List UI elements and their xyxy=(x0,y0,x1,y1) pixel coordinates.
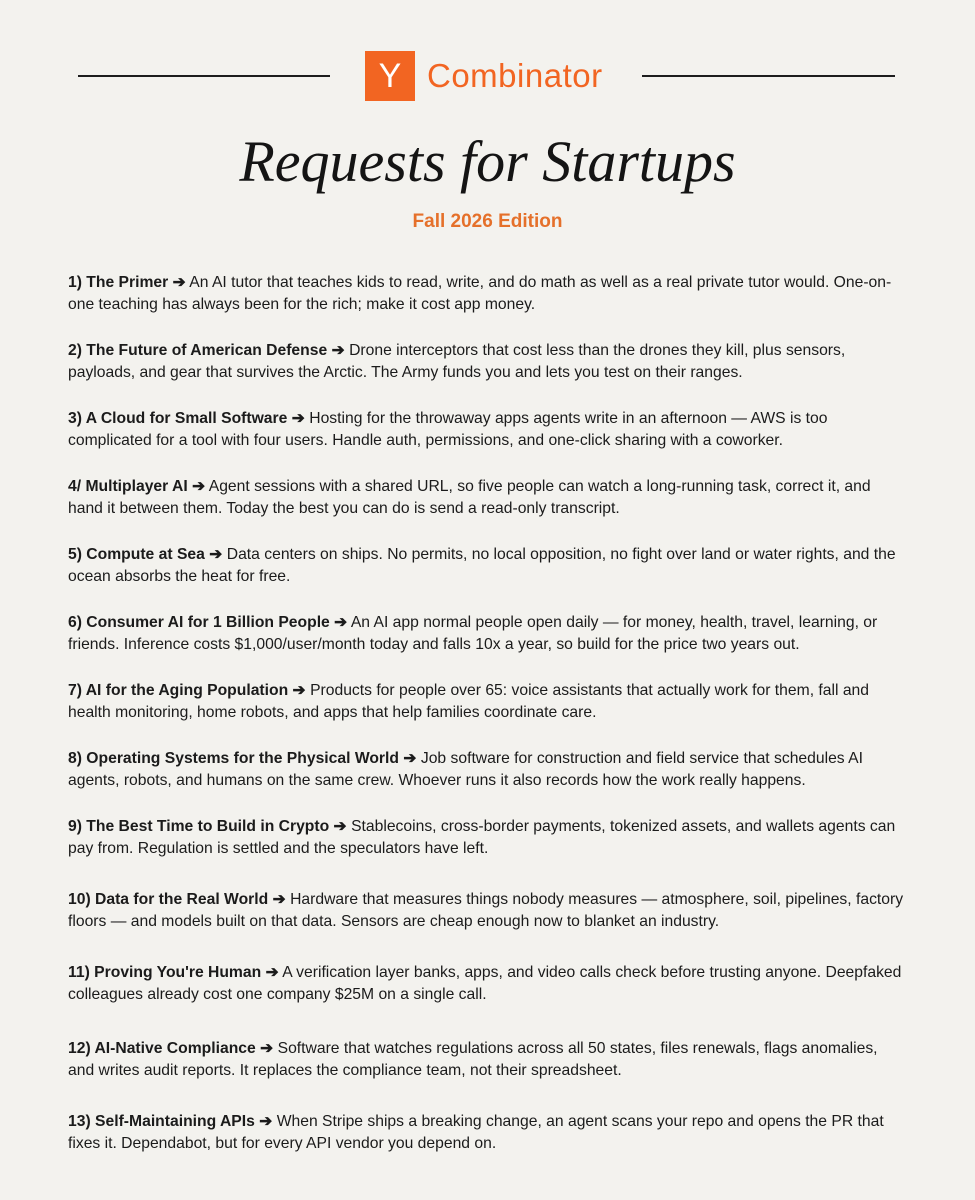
request-item xyxy=(68,272,908,316)
arrow-right-icon: ➔ xyxy=(403,750,417,767)
yc-logo xyxy=(365,50,603,102)
arrow-right-icon: ➔ xyxy=(259,1113,273,1130)
arrow-right-icon: ➔ xyxy=(172,274,186,291)
request-description: Hosting for the throwaway apps agents write in an afternoon — AWS is too complicated for a tool with four users. Handle auth, permissions, and one-click sharing with a coworker. xyxy=(68,410,828,449)
request-description: Products for people over 65: voice assistants that actually work for them, fall and health monitoring, home robots, and apps that help families coordinate care. xyxy=(68,682,869,721)
request-description: Stablecoins, cross-border payments, tokenized assets, and wallets agents can pay from. Regulation is settled and the speculators have left. xyxy=(68,818,896,857)
request-description: Hardware that measures things nobody measures — atmosphere, soil, pipelines, factory floors — and models built on that data. Sensors are cheap enough now to blanket an industry. xyxy=(68,891,904,930)
arrow-right-icon: ➔ xyxy=(265,964,279,981)
request-item xyxy=(68,340,908,384)
request-description: When Stripe ships a breaking change, an agent scans your repo and opens the PR that fixes it. Dependabot, but for every API vendor you depend on. xyxy=(68,1113,884,1152)
request-title: 1) The Primer xyxy=(68,274,169,291)
request-title: 2) The Future of American Defense xyxy=(68,342,328,359)
request-item xyxy=(68,816,908,860)
request-description: An AI tutor that teaches kids to read, write, and do math as well as a real private tutor would. One-on-one teaching has always been for the rich; make it cost app money. xyxy=(68,274,892,313)
arrow-right-icon: ➔ xyxy=(192,478,206,495)
request-item xyxy=(68,889,908,933)
request-title: 5) Compute at Sea xyxy=(68,546,205,563)
request-description: Agent sessions with a shared URL, so five people can watch a long-running task, correct it, and hand it between them. Today the best you can do is send a read-only transcript. xyxy=(68,478,871,517)
request-item xyxy=(68,476,908,520)
request-description: Drone interceptors that cost less than the drones they kill, plus sensors, payloads, and gear that survives the Arctic. The Army funds you and lets you test on their ranges. xyxy=(68,342,846,381)
arrow-right-icon: ➔ xyxy=(209,546,223,563)
request-item xyxy=(68,1038,908,1082)
yc-logo-mark: Y xyxy=(365,51,415,101)
arrow-right-icon: ➔ xyxy=(333,818,347,835)
request-title: 10) Data for the Real World xyxy=(68,891,269,908)
request-title: 9) The Best Time to Build in Crypto xyxy=(68,818,330,835)
page-title: Requests for Startups xyxy=(239,129,736,194)
request-description: A verification layer banks, apps, and video calls check before trusting anyone. Deepfaked colleagues already cost one company $25M on a single call. xyxy=(68,964,902,1003)
request-item xyxy=(68,408,908,452)
request-item xyxy=(68,612,908,656)
yc-logo-wordmark: Combinator xyxy=(427,57,603,94)
arrow-right-icon: ➔ xyxy=(331,342,345,359)
arrow-right-icon: ➔ xyxy=(260,1040,274,1057)
request-title: 13) Self-Maintaining APIs xyxy=(68,1113,255,1130)
request-title: 7) AI for the Aging Population xyxy=(68,682,289,699)
arrow-right-icon: ➔ xyxy=(334,614,348,631)
request-title: 3) A Cloud for Small Software xyxy=(68,410,288,427)
request-title: 8) Operating Systems for the Physical World xyxy=(68,750,399,767)
request-title: 12) AI-Native Compliance xyxy=(68,1040,256,1057)
request-title: 4/ Multiplayer AI xyxy=(68,478,188,495)
arrow-right-icon: ➔ xyxy=(291,410,305,427)
request-description: Software that watches regulations across all 50 states, files renewals, flags anomalies, and writes audit reports. It replaces the compliance team, not their spreadsheet. xyxy=(68,1040,878,1079)
arrow-right-icon: ➔ xyxy=(272,891,286,908)
request-title: 11) Proving You're Human xyxy=(68,964,262,981)
request-title: 6) Consumer AI for 1 Billion People xyxy=(68,614,330,631)
request-description: Job software for construction and field service that schedules AI agents, robots, and humans on the same crew. Whoever runs it also records how the work really happens. xyxy=(68,750,863,789)
header xyxy=(0,50,975,102)
request-item xyxy=(68,962,908,1006)
request-description: An AI app normal people open daily — for money, health, travel, learning, or friends. Inference costs $1,000/user/month today and falls 10x a year, so build for the price two years out. xyxy=(68,614,878,653)
edition-subtitle: Fall 2026 Edition xyxy=(412,211,563,232)
request-item xyxy=(68,544,908,588)
request-item xyxy=(68,1111,908,1155)
header-rule-right xyxy=(642,75,895,77)
request-item xyxy=(68,680,908,724)
arrow-right-icon: ➔ xyxy=(292,682,306,699)
request-description: Data centers on ships. No permits, no local opposition, no fight over land or water rights, and the ocean absorbs the heat for free. xyxy=(68,546,896,585)
header-rule-left xyxy=(78,75,330,77)
request-item xyxy=(68,748,908,792)
